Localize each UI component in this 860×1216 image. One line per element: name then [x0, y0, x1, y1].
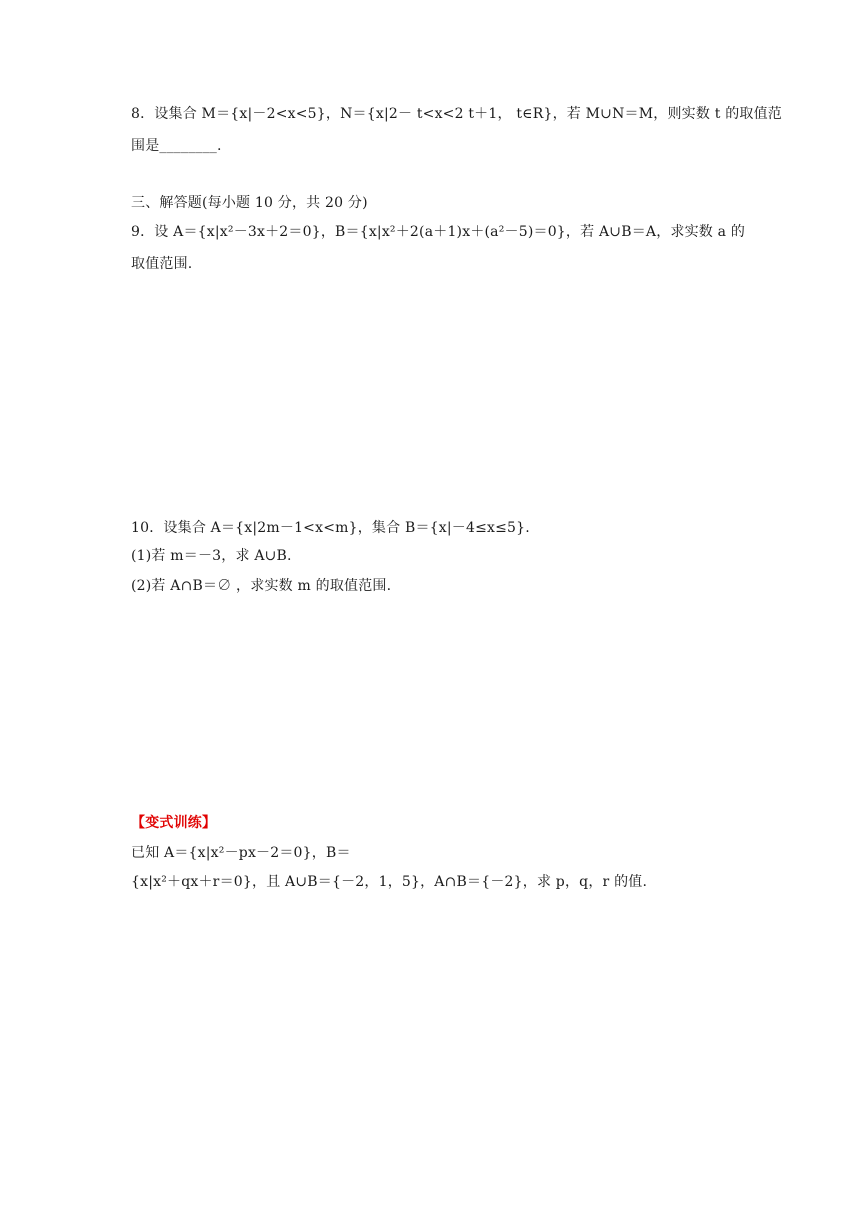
question-10-part-2: (2)若 A∩B＝∅ ，求实数 m 的取值范围. — [131, 578, 392, 594]
question-9-line-1: 9．设 A＝{x|x²－3x＋2＝0}，B＝{x|x²＋2(a＋1)x＋(a²－5)＝0}，若 A∪B＝A，求实数 a 的 — [131, 224, 746, 240]
question-10-line-1: 10．设集合 A＝{x|2m－1<x<m}，集合 B＝{x|－4≤x≤5}. — [131, 520, 530, 536]
variant-line-2: {x|x²＋qx＋r＝0}，且 A∪B＝{－2，1，5}，A∩B＝{－2}，求 p，q，r 的值. — [131, 874, 648, 890]
section-3-heading: 三、解答题(每小题 10 分，共 20 分) — [131, 195, 368, 211]
question-8-line-1: 8．设集合 M＝{x|－2<x<5}，N＝{x|2－ t<x<2 t＋1， t∈R}，若 M∪N＝M，则实数 t 的取值范 — [131, 106, 783, 122]
variant-heading: 【变式训练】 — [131, 815, 217, 831]
variant-line-1: 已知 A＝{x|x²－px－2＝0}，B＝ — [131, 845, 351, 861]
question-9-line-2: 取值范围. — [131, 256, 193, 272]
question-10-part-1: (1)若 m＝－3，求 A∪B. — [131, 548, 292, 564]
question-8-line-2: 围是________. — [131, 138, 222, 154]
